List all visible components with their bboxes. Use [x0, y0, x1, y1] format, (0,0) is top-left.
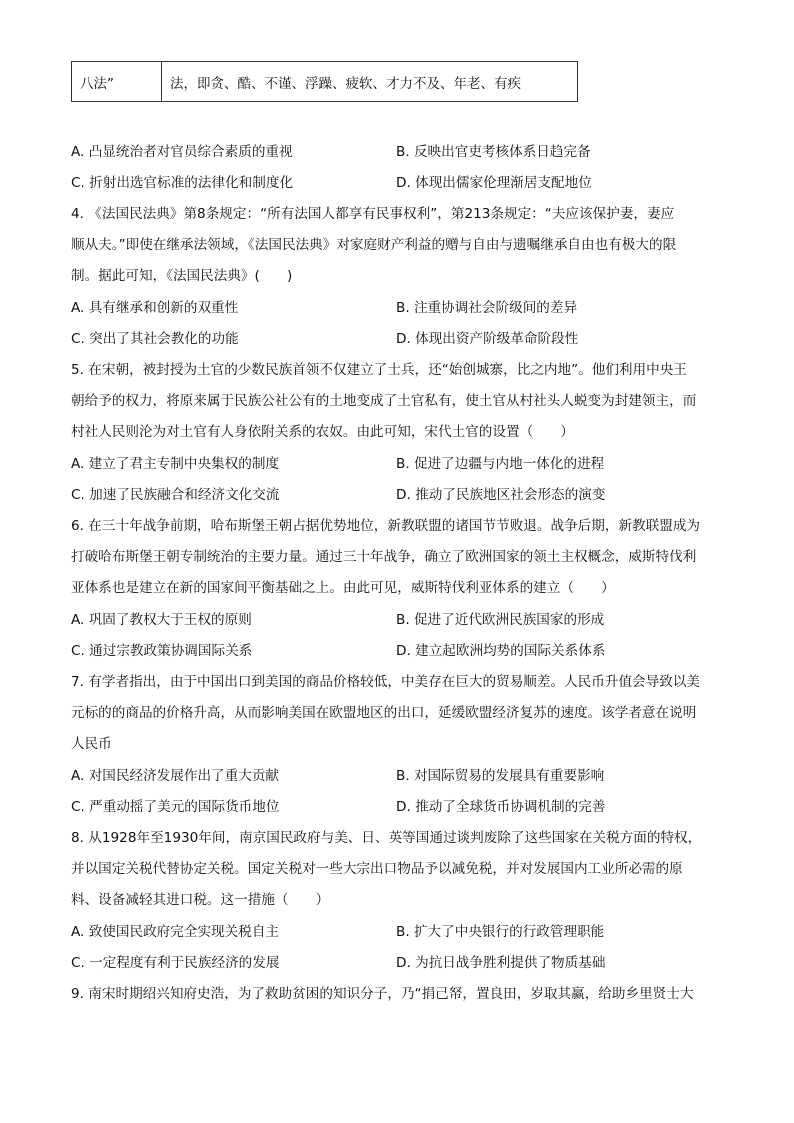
q6-option-b: B. 促进了近代欧洲民族国家的形成 [396, 612, 605, 628]
q6-stem-line-3: 亚体系也是建立在新的国家间平衡基础之上。由此可见，威斯特伐利亚体系的建立（ ） [71, 580, 615, 596]
q3-option-c: C. 折射出选官标准的法律化和制度化 [71, 175, 294, 191]
q7-option-a: A. 对国民经济发展作出了重大贡献 [71, 768, 280, 784]
q7-stem-line-1: 7. 有学者指出，由于中国出口到美国的商品价格较低，中美存在巨大的贸易顺差。人民币升值会导致以美 [71, 674, 701, 690]
q4-option-b: B. 注重协调社会阶级间的差异 [396, 300, 578, 316]
q4-option-c: C. 突出了其社会教化的功能 [71, 331, 239, 347]
q4-option-a: A. 具有继承和创新的双重性 [71, 300, 239, 316]
q7-stem-line-3: 人民币 [71, 736, 112, 752]
q8-option-a: A. 致使国民政府完全实现关税自主 [71, 924, 280, 940]
q5-option-d: D. 推动了民族地区社会形态的演变 [396, 487, 606, 503]
q4-stem-line-2: 顺从夫。”即使在继承法领域，《法国民法典》对家庭财产利益的赠与自由与遗嘱继承自由也有极大的限 [71, 237, 677, 253]
table-cell-left: 八法” [72, 62, 162, 101]
q8-option-c: C. 一定程度有利于民族经济的发展 [71, 955, 280, 971]
q7-option-c: C. 严重动摇了美元的国际货币地位 [71, 799, 280, 815]
q5-option-c: C. 加速了民族融合和经济文化交流 [71, 487, 280, 503]
q5-option-b: B. 促进了边疆与内地一体化的进程 [396, 456, 605, 472]
q4-option-d: D. 体现出资产阶级革命阶段性 [396, 331, 579, 347]
q8-stem-line-3: 料、设备减轻其进口税。这一措施（ ） [71, 892, 330, 908]
q4-stem-line-1: 4. 《法国民法典》第8条规定：“所有法国人都享有民事权利”，第213条规定：“夫应该保护妻，妻应 [71, 206, 675, 222]
q5-stem-line-3: 村社人民则沦为对土官有人身依附关系的农奴。由此可知，宋代土官的设置（ ） [71, 424, 574, 440]
q9-stem-line-1: 9. 南宋时期绍兴知府史浩，为了救助贫困的知识分子，乃“捐己帑，置良田，岁取其赢，给助乡里贤士大 [71, 986, 694, 1002]
q6-stem-line-1: 6. 在三十年战争前期，哈布斯堡王朝占据优势地位，新教联盟的诸国节节败退。战争后期，新教联盟成为 [71, 518, 701, 534]
q5-stem-line-2: 朝给予的权力，将原来属于民族公社公有的土地变成了土官私有，使土官从村社头人蜕变为封建领主，而 [71, 393, 697, 409]
table-cell-right: 法，即贪、酷、不谨、浮躁、疲软、才力不及、年老、有疾 [170, 75, 521, 92]
q7-option-b: B. 对国际贸易的发展具有重要影响 [396, 768, 605, 784]
q3-option-b: B. 反映出官吏考核体系日趋完备 [396, 144, 591, 160]
q3-option-d: D. 体现出儒家伦理渐居支配地位 [396, 175, 592, 191]
q8-stem-line-2: 并以国定关税代替协定关税。国定关税对一些大宗出口物品予以减免税，并对发展国内工业所必需的原 [71, 861, 683, 877]
q8-stem-line-1: 8. 从1928年至1930年间，南京国民政府与美、日、英等国通过谈判废除了这些国家在关税方面的特权， [71, 830, 702, 846]
q3-option-a: A. 凸显统治者对官员综合素质的重视 [71, 144, 293, 160]
q5-option-a: A. 建立了君主专制中央集权的制度 [71, 456, 280, 472]
q6-option-d: D. 建立起欧洲均势的国际关系体系 [396, 643, 606, 659]
q7-option-d: D. 推动了全球货币协调机制的完善 [396, 799, 606, 815]
q4-stem-line-3: 制。据此可知，《法国民法典》( ) [71, 268, 293, 284]
q8-option-d: D. 为抗日战争胜利提供了物质基础 [396, 955, 606, 971]
q5-stem-line-1: 5. 在宋朝，被封授为土官的少数民族首领不仅建立了士兵，还“始创城寨，比之内地”。他们利用中央王 [71, 362, 687, 378]
q6-option-a: A. 巩固了教权大于王权的原则 [71, 612, 252, 628]
q7-stem-line-2: 元标的的商品的价格升高，从而影响美国在欧盟地区的出口，延缓欧盟经济复苏的速度。该学者意在说明 [71, 705, 697, 721]
table-fragment [71, 61, 578, 102]
q8-option-b: B. 扩大了中央银行的行政管理职能 [396, 924, 605, 940]
q6-stem-line-2: 打破哈布斯堡王朝专制统治的主要力量。通过三十年战争，确立了欧洲国家的领土主权概念，威斯特伐利 [71, 549, 697, 565]
q6-option-c: C. 通过宗教政策协调国际关系 [71, 643, 253, 659]
